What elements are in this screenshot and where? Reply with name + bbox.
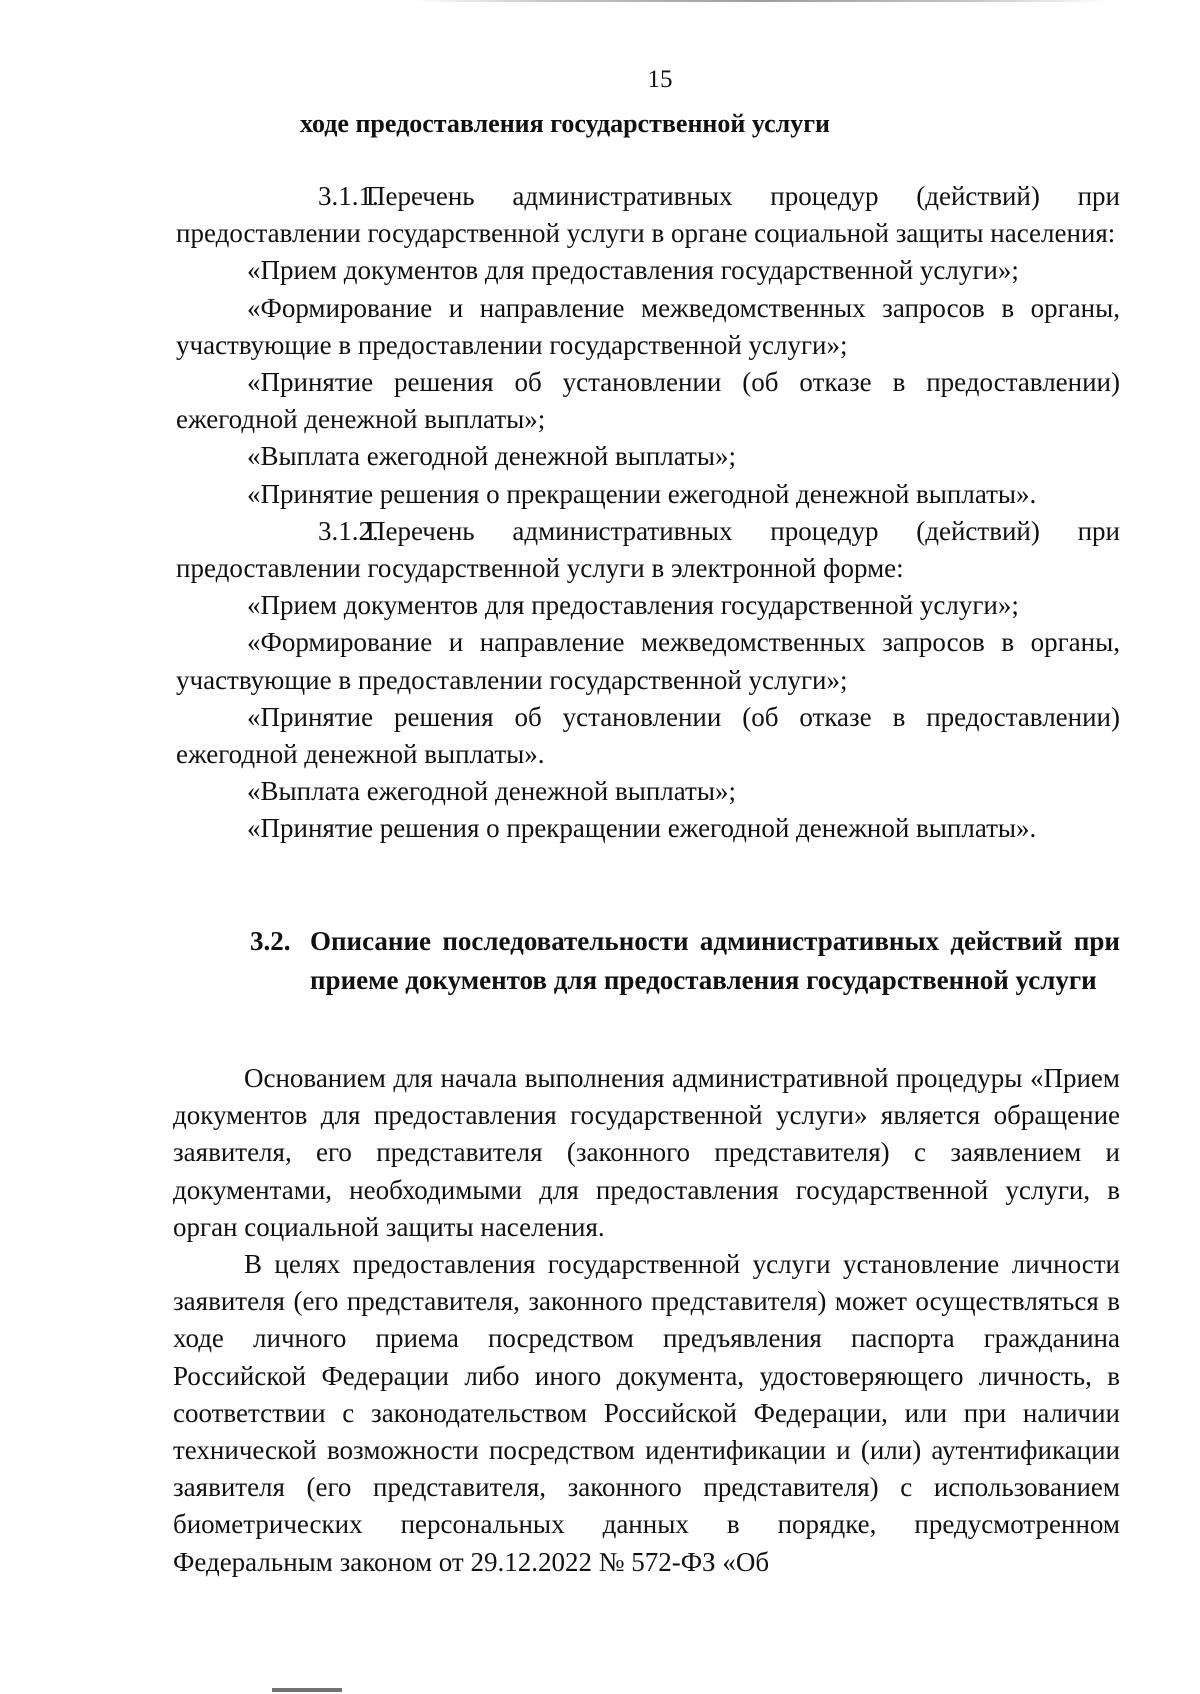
- page-number: 15: [647, 66, 673, 93]
- list-2-item: «Принятие решения о прекращении ежегодной денежной выплаты».: [247, 813, 1037, 844]
- list-2-item: «Выплата ежегодной денежной выплаты»;: [247, 776, 736, 807]
- procedures-list-block: [176, 178, 1120, 848]
- list-1-item: «Выплата ежегодной денежной выплаты»;: [247, 441, 736, 472]
- list-1-item: «Принятие решения о прекращении ежегодной денежной выплаты».: [247, 478, 1037, 509]
- paragraph: Основанием для начала выполнения административной процедуры «Прием документов для предоставления государственной услуги» является обращение заявителя, его представителя (законного представителя) с заявлением и документами, необходимыми для предоставления государственной услуги, в орган социальной защиты населения.: [173, 1063, 1120, 1242]
- list-1-item: «Принятие решения об установлении (об отказе в предоставлении) ежегодной денежной выплаты»;: [176, 367, 1120, 435]
- item-3-1-2-text: Перечень административных процедур (действий) при предоставлении государственной услуги в электронной форме:: [176, 515, 1120, 584]
- scan-edge-mark: [272, 1688, 342, 1692]
- paragraph: В целях предоставления государственной услуги установление личности заявителя (его представителя, законного представителя) может осуществляться в ходе личного приема посредством предъявления паспорта гражданина Российской Федерации либо иного документа, удостоверяющего личность, в соответствии с законодательством Российской Федерации, или при наличии технической возможности посредством идентификации и (или) аутентификации заявителя (его представителя, законного представителя) с использованием биометрических персональных данных в порядке, предусмотренном Федеральным законом от 29.12.2022 № 572-ФЗ «Об: [173, 1249, 1120, 1577]
- list-1-item: «Прием документов для предоставления государственной услуги»;: [247, 255, 1019, 286]
- list-2-item: «Прием документов для предоставления государственной услуги»;: [247, 590, 1019, 621]
- item-3-1-1-number: 3.1.1.: [318, 181, 379, 211]
- list-2-item: «Формирование и направление межведомственных запросов в органы, участвующие в предоставлении государственной услуги»;: [176, 627, 1120, 695]
- list-2-item: «Принятие решения об установлении (об отказе в предоставлении) ежегодной денежной выплаты».: [176, 701, 1120, 770]
- item-3-1-1: [176, 178, 1120, 252]
- scan-edge-line: [410, 0, 1110, 2]
- section-heading-3-2: [250, 922, 1120, 999]
- section-heading-3-2-text: Описание последовательности административных действий при приеме документов для предоставления государственной услуги: [310, 926, 1120, 995]
- section-title-continuation: ходе предоставления государственной услуги: [300, 109, 831, 138]
- section-heading-3-2-number: 3.2.: [250, 926, 291, 956]
- list-1-item: «Формирование и направление межведомственных запросов в органы, участвующие в предоставлении государственной услуги»;: [176, 292, 1120, 360]
- item-3-1-2: [176, 513, 1120, 587]
- item-3-1-2-number: 3.1.2.: [318, 515, 379, 546]
- section-3-2-body: [173, 1060, 1120, 1581]
- item-3-1-1-text: Перечень административных процедур (действий) при предоставлении государственной услуги в органе социальной защиты населения:: [176, 181, 1120, 249]
